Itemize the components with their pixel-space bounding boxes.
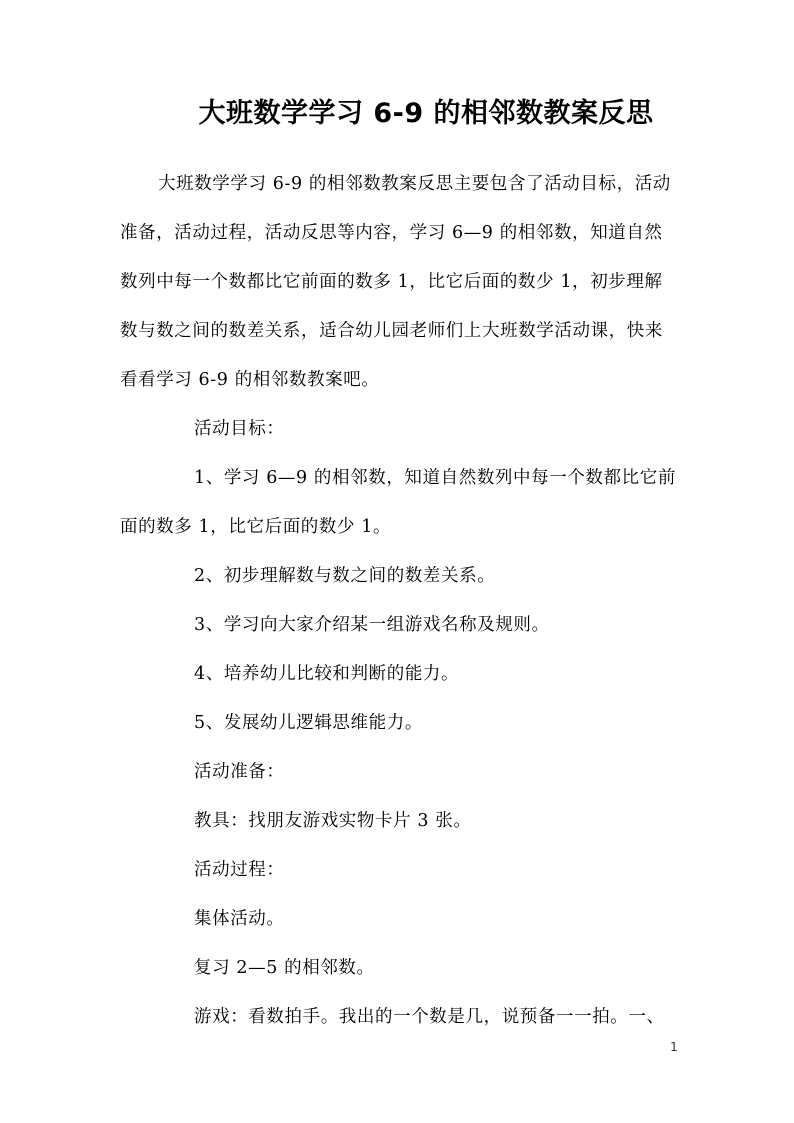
goal-3: 3、学习向大家介绍某一组游戏名称及规则。 bbox=[194, 615, 550, 635]
process-step-1: 集体活动。 bbox=[194, 909, 285, 929]
goal-2: 2、初步理解数与数之间的数差关系。 bbox=[194, 566, 496, 586]
prep-heading: 活动准备： bbox=[194, 762, 285, 782]
goal-1-line-1: 1、学习 6—9 的相邻数，知道自然数列中每一个数都比它前 bbox=[194, 468, 676, 488]
intro-line-1: 大班数学学习 6-9 的相邻数教案反思主要包含了活动目标，活动 bbox=[158, 174, 671, 194]
page-number: 1 bbox=[670, 1040, 678, 1054]
goal-5: 5、发展幼儿逻辑思维能力。 bbox=[194, 713, 423, 733]
intro-line-5: 看看学习 6-9 的相邻数教案吧。 bbox=[120, 370, 380, 390]
goal-4: 4、培养幼儿比较和判断的能力。 bbox=[194, 664, 460, 684]
process-step-3: 游戏：看数拍手。我出的一个数是几，说预备一一拍。一、 bbox=[194, 1007, 665, 1027]
document-title: 大班数学学习 6-9 的相邻数教案反思 bbox=[198, 98, 654, 129]
process-step-2: 复习 2—5 的相邻数。 bbox=[194, 958, 375, 978]
intro-line-3: 数列中每一个数都比它前面的数多 1，比它后面的数少 1，初步理解 bbox=[120, 272, 663, 292]
process-heading: 活动过程： bbox=[194, 860, 285, 880]
intro-line-2: 准备，活动过程，活动反思等内容，学习 6—9 的相邻数，知道自然 bbox=[120, 223, 663, 243]
goals-heading: 活动目标： bbox=[194, 419, 285, 439]
goal-1-line-2: 面的数多 1，比它后面的数少 1。 bbox=[120, 517, 392, 537]
prep-item: 教具：找朋友游戏实物卡片 3 张。 bbox=[194, 811, 472, 831]
intro-line-4: 数与数之间的数差关系，适合幼儿园老师们上大班数学活动课，快来 bbox=[120, 321, 663, 341]
